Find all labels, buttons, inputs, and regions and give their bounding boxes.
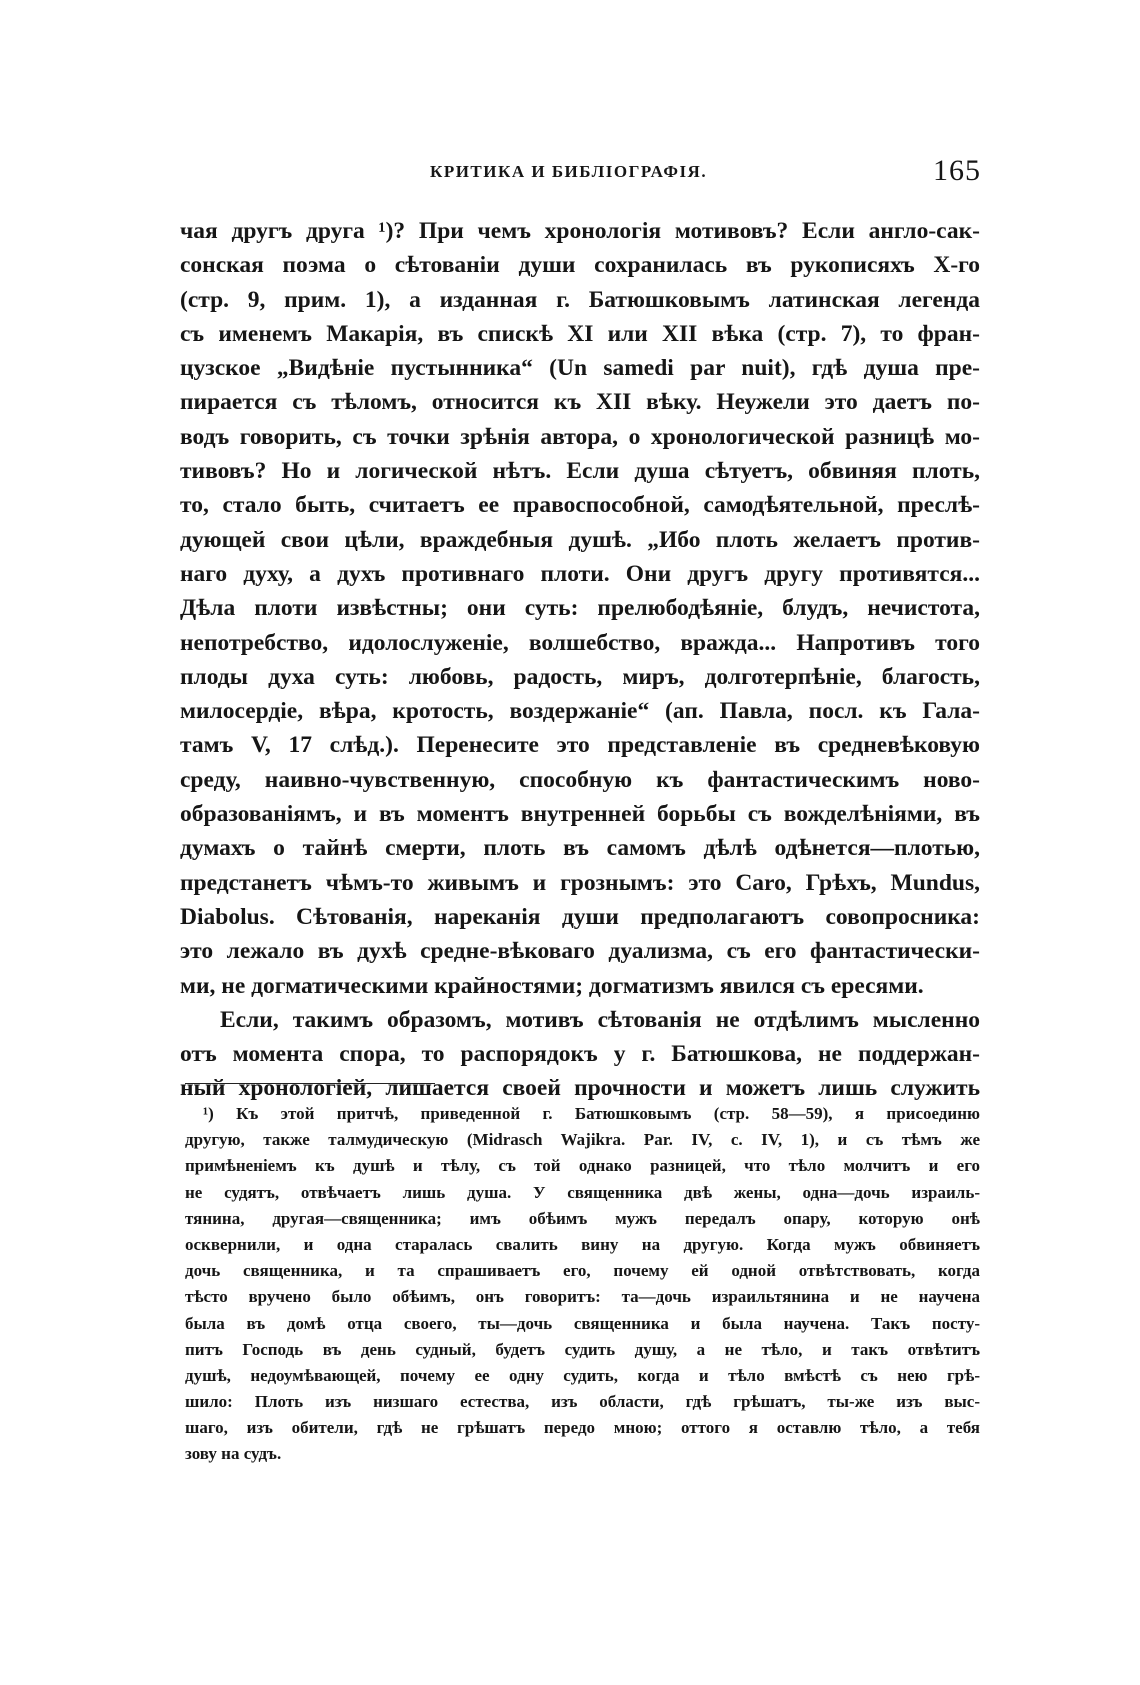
text-line: наго духу, а духъ противнаго плоти. Они другъ другу противятся... <box>180 560 980 587</box>
footnote-line: тянина, другая—священника; имъ обѣимъ мужъ передалъ опару, которую онѣ <box>185 1208 980 1228</box>
text-line: это лежало въ духѣ средне-вѣковаго дуализма, съ его фантастически- <box>180 938 980 965</box>
text-line: тамъ V, 17 слѣд.). Перенесите это представленіе въ средневѣковую <box>180 732 980 759</box>
text-line: Дѣла плоти извѣстны; они суть: прелюбодѣяніе, блудъ, нечистота, <box>180 595 980 622</box>
text-line: пирается съ тѣломъ, относится къ XII вѣку. Неужели это даетъ по- <box>180 389 980 416</box>
text-line: (стр. 9, прим. 1), а изданная г. Батюшковымъ латинская легенда <box>180 286 980 313</box>
text-line: среду, наивно-чувственную, способную къ фантастическимъ ново- <box>180 766 980 793</box>
main-text <box>180 214 980 1106</box>
text-line: водъ говорить, съ точки зрѣнія автора, о хронологической разницѣ мо- <box>180 423 980 450</box>
text-line: милосердіе, вѣра, кротость, воздержаніе“ (ап. Павла, посл. къ Гала- <box>180 698 980 725</box>
text-line: непотребство, идолослуженіе, волшебство, вражда... Напротивъ того <box>180 629 980 656</box>
footnote-line: дочь священника, и та спрашиваетъ его, почему ей одной отвѣтствовать, когда <box>185 1261 980 1281</box>
text-line: образованіямъ, и въ моментъ внутренней борьбы съ вожделѣніями, въ <box>180 801 980 828</box>
text-line: сонская поэма о сѣтованіи души сохранилась въ рукописяхъ X-го <box>180 252 980 279</box>
text-line: Если, такимъ образомъ, мотивъ сѣтованія не отдѣлимъ мысленно <box>220 1006 980 1033</box>
text-line: думахъ о тайнѣ смерти, плоть въ самомъ дѣлѣ одѣнется—плотью, <box>180 835 980 862</box>
text-line: съ именемъ Макарія, въ спискѣ XI или XII вѣка (стр. 7), то фран- <box>180 320 980 347</box>
footnote-line: питъ Господь въ день судный, будетъ судить душу, а не тѣло, и такъ отвѣтитъ <box>185 1339 980 1359</box>
footnote-line: другую, также талмудическую (Midrasch Wajikra. Par. IV, c. IV, 1), и съ тѣмъ же <box>185 1130 980 1150</box>
text-line: чая другъ друга ¹)? При чемъ хронологія мотивовъ? Если англо-сак- <box>180 218 980 244</box>
footnote-line: не судятъ, отвѣчаетъ лишь душа. У священника двѣ жены, одна—дочь израиль- <box>185 1182 980 1202</box>
page-header <box>395 150 985 190</box>
footnote-line: шаго, изъ обители, гдѣ не грѣшатъ передо мною; оттого я оставлю тѣло, а тебя <box>185 1418 980 1438</box>
footnote-divider <box>185 1083 435 1084</box>
footnote-line: тѣсто вручено было обѣимъ, онъ говоритъ: та—дочь израильтянина и не научена <box>185 1287 980 1307</box>
footnote <box>185 1101 980 1468</box>
footnote-line: осквернили, и одна старалась свалить вину на другую. Когда мужъ обвиняетъ <box>185 1234 980 1254</box>
footnote-line: шило: Плоть изъ низшаго естества, изъ области, гдѣ грѣшатъ, ты-же изъ выс- <box>185 1392 980 1412</box>
text-line: предстанетъ чѣмъ-то живымъ и грознымъ: это Caro, Грѣхъ, Mundus, <box>180 869 980 896</box>
text-line: тивовъ? Но и логической нѣтъ. Если душа сѣтуетъ, обвиняя плоть, <box>180 458 980 485</box>
text-line: дующей свои цѣли, враждебныя душѣ. „Ибо плоть желаетъ против- <box>180 526 980 553</box>
text-line: плоды духа суть: любовь, радость, миръ, долготерпѣніе, благость, <box>180 663 980 690</box>
page-number: 165 <box>933 154 981 187</box>
text-line: то, стало быть, считаетъ ее правоспособной, самодѣятельной, преслѣ- <box>180 492 980 519</box>
text-line: отъ момента спора, то распорядокъ у г. Батюшкова, не поддержан- <box>180 1041 980 1068</box>
footnote-line: ¹) Къ этой притчѣ, приведенной г. Батюшковымъ (стр. 58—59), я присоединю <box>203 1104 980 1123</box>
footnote-line: примѣненіемъ къ душѣ и тѣлу, съ той однако разницей, что тѣло молчитъ и его <box>185 1156 980 1176</box>
text-line: ный хронологіей, лишается своей прочности и можетъ лишь служить <box>180 1075 980 1102</box>
text-line: Diabolus. Сѣтованія, нареканія души предполагаютъ совопросника: <box>180 903 980 930</box>
running-title: КРИТИКА И БИБЛIОГРАФIЯ. <box>430 162 708 181</box>
text-line: ми, не догматическими крайностями; догматизмъ явился съ ересями. <box>180 972 924 999</box>
footnote-line: зову на судъ. <box>185 1444 282 1464</box>
footnote-line: была въ домѣ отца своего, ты—дочь священника и была научена. Такъ посту- <box>185 1313 980 1333</box>
footnote-line: душѣ, недоумѣвающей, почему ее одну судить, когда и тѣло вмѣстѣ съ нею грѣ- <box>185 1365 980 1385</box>
text-line: цузское „Видѣніе пустынника“ (Un samedi par nuit), гдѣ душа пре- <box>180 355 980 382</box>
